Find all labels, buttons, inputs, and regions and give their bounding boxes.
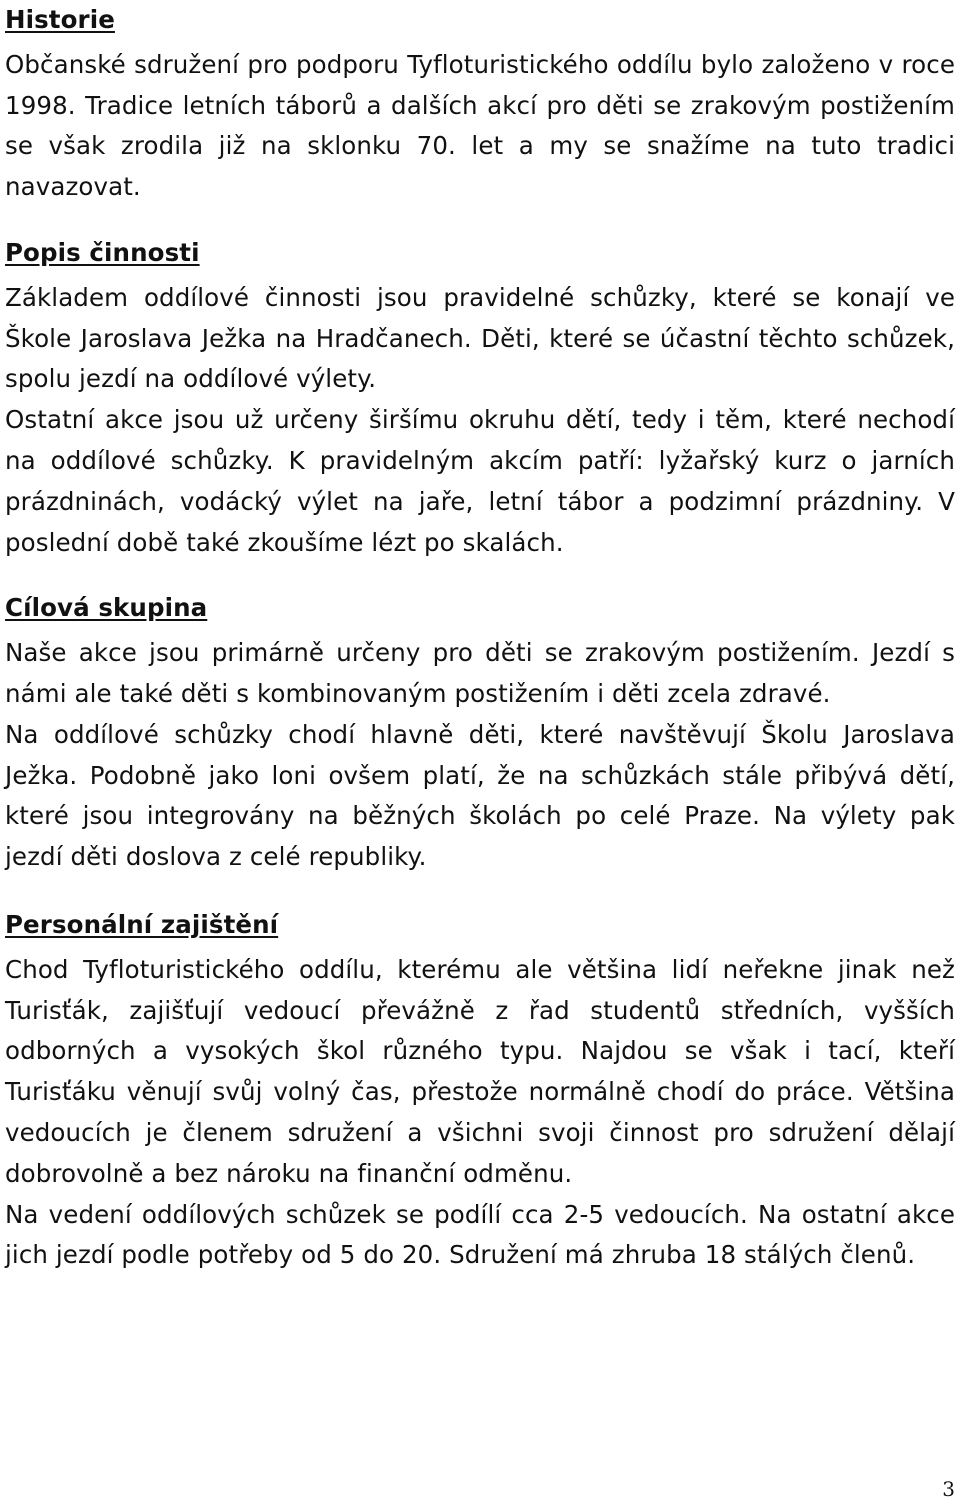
section-historie xyxy=(5,0,955,208)
paragraph: Občanské sdružení pro podporu Tyfloturistického oddílu bylo založeno v roce 1998. Tradice letních táborů a dalších akcí pro děti se zrakovým postižením se však zrodila již na sklonku 70. let a my se snažíme na tuto tradici navazovat. xyxy=(5,49,955,202)
section-personalni-zajisteni xyxy=(5,905,955,1276)
paragraph: Chod Tyfloturistického oddílu, kterému ale většina lidí neřekne jinak než Turisťák, zajišťují vedoucí převážně z řad studentů středních, vyšších odborných a vysokých škol různého typu. Najdou se však i tací, kteří Turisťáku věnují svůj volný čas, přestože normálně chodí do práce. Většina vedoucích je členem sdružení a všichni svoji činnost pro sdružení dělají dobrovolně a bez nároku na finanční odměnu. xyxy=(5,954,955,1188)
paragraph: Naše akce jsou primárně určeny pro děti se zrakovým postižením. Jezdí s námi ale také děti s kombinovaným postižením i děti zcela zdravé. xyxy=(5,638,955,708)
paragraph: Na oddílové schůzky chodí hlavně děti, které navštěvují Školu Jaroslava Ježka. Podobně jako loni ovšem platí, že na schůzkách stále přibývá dětí, které jsou integrovány na běžných školách po celé Praze. Na výlety pak jezdí děti doslova z celé republiky. xyxy=(5,719,955,872)
section-cilova-skupina xyxy=(5,588,955,878)
section-heading: Popis činnosti xyxy=(5,237,200,267)
section-heading: Historie xyxy=(5,5,115,34)
section-heading: Personální zajištění xyxy=(5,909,279,939)
page-number: 3 xyxy=(942,1477,955,1501)
paragraph: Ostatní akce jsou už určeny širšímu okruhu dětí, tedy i těm, které nechodí na oddílové schůzky. K pravidelným akcím patří: lyžařský kurz o jarních prázdninách, vodácký výlet na jaře, letní tábor a podzimní prázdniny. V poslední době také zkoušíme lézt po skalách. xyxy=(5,405,955,557)
section-heading: Cílová skupina xyxy=(5,593,208,623)
paragraph: Na vedení oddílových schůzek se podílí cca 2-5 vedoucích. Na ostatní akce jich jezdí podle potřeby od 5 do 20. Sdružení má zhruba 18 stálých členů. xyxy=(5,1199,955,1270)
paragraph: Základem oddílové činnosti jsou pravidelné schůzky, které se konají ve Škole Jaroslava Ježka na Hradčanech. Děti, které se účastní těchto schůzek, spolu jezdí na oddílové výlety. xyxy=(5,282,955,394)
document-page xyxy=(5,0,955,1276)
section-popis-cinnosti xyxy=(5,233,955,563)
